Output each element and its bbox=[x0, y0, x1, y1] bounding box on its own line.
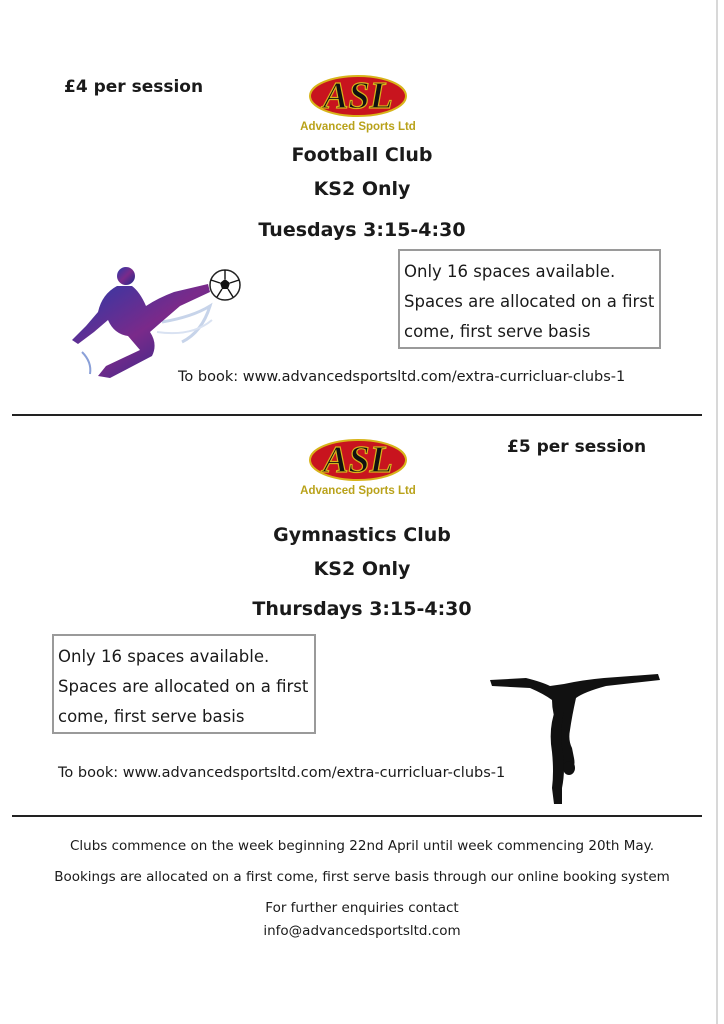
asl-logo-text: ASL bbox=[323, 75, 393, 117]
gymnast-illustration bbox=[486, 668, 664, 810]
football-notice-box bbox=[398, 249, 661, 349]
gymnastics-price: £5 per session bbox=[507, 437, 647, 457]
footer-email[interactable]: info@advancedsportsltd.com bbox=[263, 923, 461, 939]
footballer-illustration bbox=[62, 262, 247, 384]
asl-logo bbox=[293, 432, 423, 502]
notice-line: Spaces are allocated on a first bbox=[58, 677, 309, 696]
notice-line: come, first serve basis bbox=[404, 322, 591, 341]
notice-line: Only 16 spaces available. bbox=[404, 262, 616, 281]
football-title: Football Club bbox=[291, 144, 433, 166]
notice-line: Only 16 spaces available. bbox=[58, 647, 270, 666]
football-schedule: Tuesdays 3:15-4:30 bbox=[258, 219, 466, 241]
footer-bookings: Bookings are allocated on a first come, first serve basis through our online booking system bbox=[54, 869, 670, 885]
football-booking-link[interactable]: To book: www.advancedsportsltd.com/extra-curricluar-clubs-1 bbox=[178, 369, 626, 385]
football-price: £4 per session bbox=[64, 77, 204, 97]
company-name: Advanced Sports Ltd bbox=[300, 121, 416, 133]
gymnastics-notice-box bbox=[52, 634, 316, 734]
footer-dates: Clubs commence on the week beginning 22nd April until week commencing 20th May. bbox=[69, 838, 654, 854]
company-name: Advanced Sports Ltd bbox=[300, 485, 416, 497]
notice-line: Spaces are allocated on a first bbox=[404, 292, 655, 311]
asl-logo-mark bbox=[293, 68, 423, 124]
gymnastics-title: Gymnastics Club bbox=[273, 524, 451, 546]
gymnastics-schedule: Thursdays 3:15-4:30 bbox=[252, 598, 472, 620]
football-stage: KS2 Only bbox=[313, 178, 411, 200]
section-divider bbox=[12, 414, 702, 416]
footer-divider bbox=[12, 815, 702, 817]
footer-enquiries: For further enquiries contact bbox=[265, 900, 459, 916]
gymnastics-stage: KS2 Only bbox=[313, 558, 411, 580]
gymnastics-booking-link[interactable]: To book: www.advancedsportsltd.com/extra-curricluar-clubs-1 bbox=[58, 765, 506, 781]
asl-logo-mark bbox=[293, 432, 423, 488]
notice-line: come, first serve basis bbox=[58, 707, 245, 726]
asl-logo-text: ASL bbox=[323, 439, 393, 481]
asl-logo bbox=[293, 68, 423, 138]
